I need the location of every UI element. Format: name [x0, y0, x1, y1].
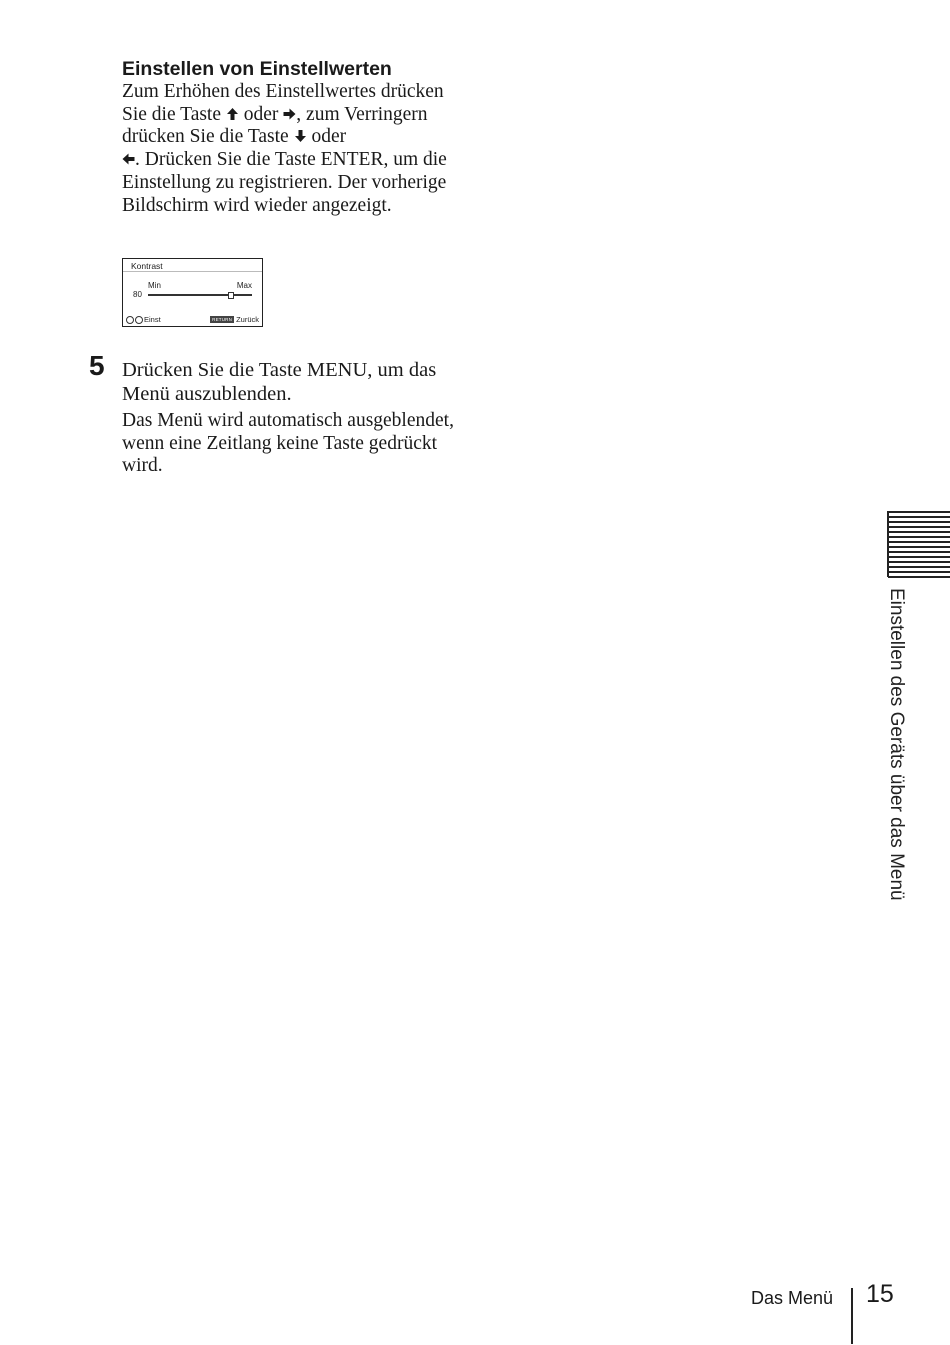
- instruction-paragraph: [122, 81, 462, 217]
- arrow-down-icon: [294, 129, 307, 143]
- arrow-up-icon: [226, 107, 239, 121]
- step-number: 5: [89, 350, 105, 381]
- arrow-right-icon: [283, 107, 296, 121]
- step-instruction: Drücken Sie die Taste MENU, um das Menü auszublenden.: [122, 359, 437, 405]
- left-button-icon: [126, 316, 134, 324]
- osd-adjustment-screen: [122, 258, 263, 327]
- osd-min-label: Min: [148, 281, 161, 290]
- osd-footer-left-label: Einst: [144, 315, 161, 324]
- text-segment: , zum Verringern drücken Sie die Taste: [122, 103, 428, 148]
- step-note: Das Menü wird automatisch ausgeblendet, wenn eine Zeitlang keine Taste gedrückt wird.: [122, 410, 454, 477]
- right-button-icon: [135, 316, 143, 324]
- osd-slider-knob: [228, 292, 234, 299]
- section-heading: Einstellen von Einstellwerten: [122, 58, 392, 80]
- text-segment: oder: [306, 126, 347, 148]
- text-segment: . Drücken Sie die Taste ENTER, um die Einstellung zu registrieren. Der vorherige Bildschirm wird wieder angezeigt.: [122, 149, 447, 216]
- osd-slider-track: [148, 294, 252, 296]
- osd-max-label: Max: [236, 281, 252, 290]
- osd-title: Kontrast: [131, 261, 163, 271]
- osd-value: 80: [133, 290, 142, 299]
- osd-divider: [123, 271, 262, 272]
- osd-footer-right-label: Zurück: [236, 315, 259, 324]
- page-number: 15: [866, 1280, 894, 1308]
- side-section-title: Einstellen des Geräts über das Menü: [886, 588, 907, 901]
- text-segment: oder: [238, 103, 284, 125]
- footer-section-label: Das Menü: [751, 1288, 834, 1308]
- footer-divider: [851, 1288, 853, 1344]
- return-key-icon: RETURN: [212, 317, 233, 322]
- osd-footer-adjust: [126, 315, 161, 324]
- text-segment: Zum Erhöhen des Einstellwertes drücken Sie die Taste: [122, 81, 444, 125]
- section-tab-bar: [887, 511, 889, 577]
- section-tab-marker: [888, 511, 950, 578]
- arrow-left-icon: [122, 152, 135, 166]
- osd-footer-return: [210, 315, 259, 324]
